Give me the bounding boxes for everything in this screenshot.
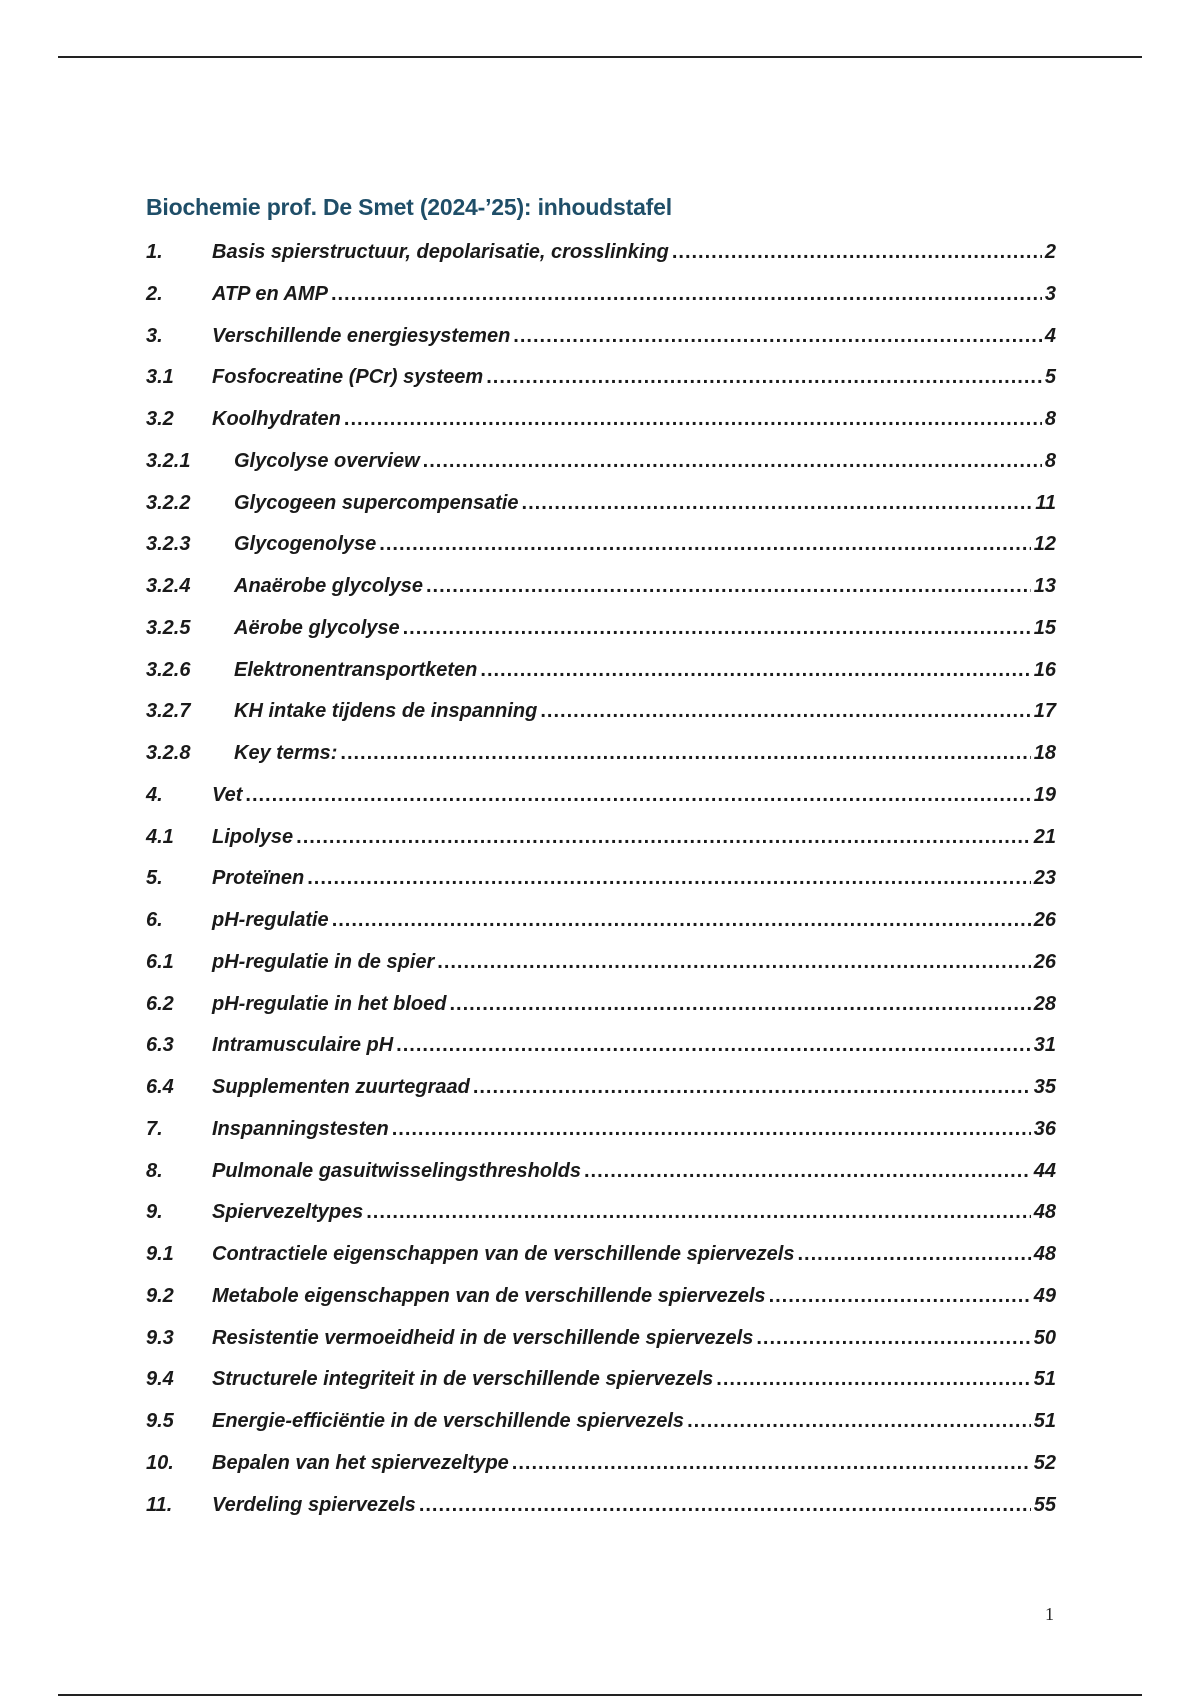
toc-entry-number: 4.: [146, 783, 163, 806]
footer-rule: [58, 1694, 1142, 1696]
toc-entry-title: Glycolyse overview: [234, 449, 420, 472]
toc-entry-number: 9.3: [146, 1326, 174, 1349]
toc-entry-number: 3.2.2: [146, 491, 191, 514]
toc-entry-6-4[interactable]: [146, 1076, 1056, 1118]
toc-entry-title: Contractiele eigenschappen van de verschillende spiervezels: [212, 1243, 795, 1265]
toc-entry-9-3[interactable]: [146, 1327, 1056, 1369]
toc-entry-title: Key terms:: [234, 742, 338, 764]
toc-entry-number: 4.1: [146, 825, 174, 848]
toc-entry-number: 3.: [146, 324, 163, 347]
document-title: Biochemie prof. De Smet (2024-’25): inhoudstafel: [146, 194, 672, 220]
toc-dot-leader: [716, 1368, 1030, 1391]
toc-entry-page: 51: [1033, 1410, 1056, 1432]
toc-dot-leader: [769, 1285, 1031, 1308]
toc-entry-6-3[interactable]: [146, 1034, 1056, 1076]
page-number: 1: [1045, 1604, 1054, 1624]
toc-entry-page: 17: [1033, 700, 1056, 723]
toc-entry-page: 51: [1033, 1368, 1056, 1391]
toc-entry-title: Supplementen zuurtegraad: [212, 1076, 470, 1098]
toc-entry-title: pH-regulatie in de spier: [212, 950, 435, 973]
toc-entry-number: 3.2.3: [146, 533, 191, 556]
toc-entry-page: 21: [1033, 825, 1056, 848]
toc-entry-3-2-4[interactable]: [146, 575, 1056, 617]
toc-entry-page: 15: [1033, 616, 1056, 639]
toc-entry-number: 11.: [146, 1493, 173, 1516]
toc-entry-title: Aërobe glycolyse: [234, 616, 400, 639]
toc-entry-title: Verdeling spiervezels: [212, 1493, 416, 1516]
toc-entry-title: KH intake tijdens de inspanning: [234, 700, 538, 723]
toc-entry-page: 4: [1044, 324, 1056, 347]
toc-dot-leader: [392, 1118, 1031, 1141]
toc-entry-9-5[interactable]: [146, 1410, 1056, 1452]
toc-entry-title: ATP en AMP: [212, 282, 328, 305]
toc-entry-number: 9.: [146, 1201, 163, 1224]
table-of-contents: [146, 241, 1056, 1535]
toc-entry-title: pH-regulatie: [212, 909, 329, 931]
toc-entry-title: Spiervezeltypes: [212, 1201, 364, 1224]
toc-entry-number: 9.4: [146, 1368, 174, 1391]
toc-dot-leader: [486, 366, 1042, 389]
toc-entry-title: Glycogenolyse: [234, 533, 377, 556]
toc-entry-7[interactable]: [146, 1118, 1056, 1160]
toc-entry-number: 6.3: [146, 1034, 174, 1057]
toc-entry-number: 2.: [146, 282, 163, 305]
toc-entry-page: 13: [1033, 575, 1056, 597]
toc-entry-title: Fosfocreatine (PCr) systeem: [212, 366, 484, 389]
toc-entry-title: Basis spierstructuur, depolarisatie, crosslinking: [212, 241, 669, 263]
toc-entry-number: 10.: [146, 1451, 174, 1474]
toc-entry-number: 3.2: [146, 408, 174, 430]
toc-entry-number: 3.2.6: [146, 658, 191, 681]
toc-entry-title: Bepalen van het spiervezeltype: [212, 1451, 509, 1474]
toc-entry-11[interactable]: [146, 1494, 1056, 1536]
toc-entry-3-1[interactable]: [146, 366, 1056, 408]
toc-dot-leader: [366, 1201, 1031, 1224]
toc-entry-page: 49: [1033, 1284, 1056, 1307]
toc-entry-9-4[interactable]: [146, 1368, 1056, 1410]
toc-entry-title: Verschillende energiesystemen: [212, 324, 511, 347]
toc-entry-6-1[interactable]: [146, 951, 1056, 993]
toc-dot-leader: [480, 659, 1030, 682]
toc-entry-title: Resistentie vermoeidheid in de verschillende spiervezels: [212, 1326, 754, 1349]
toc-entry-10[interactable]: [146, 1452, 1056, 1494]
header-rule: [58, 56, 1142, 58]
toc-dot-leader: [540, 700, 1030, 723]
toc-dot-leader: [340, 742, 1030, 765]
toc-entry-3-2-5[interactable]: [146, 617, 1056, 659]
toc-entry-page: 52: [1033, 1451, 1056, 1474]
toc-dot-leader: [296, 826, 1031, 849]
toc-entry-page: 5: [1044, 366, 1056, 389]
toc-entry-9-2[interactable]: [146, 1285, 1056, 1327]
toc-entry-number: 9.2: [146, 1284, 174, 1307]
toc-dot-leader: [449, 993, 1030, 1016]
toc-entry-6-2[interactable]: [146, 993, 1056, 1035]
toc-entry-page: 48: [1033, 1201, 1056, 1224]
toc-entry-9-1[interactable]: [146, 1243, 1056, 1285]
toc-entry-title: Elektronentransportketen: [234, 658, 478, 681]
toc-dot-leader: [672, 241, 1042, 264]
toc-entry-page: 44: [1033, 1159, 1056, 1182]
toc-dot-leader: [426, 575, 1031, 598]
toc-entry-number: 3.2.1: [146, 449, 191, 472]
toc-entry-page: 55: [1033, 1493, 1056, 1516]
toc-entry-title: Proteïnen: [212, 867, 305, 890]
toc-entry-number: 6.1: [146, 950, 174, 973]
toc-dot-leader: [344, 408, 1042, 431]
toc-entry-title: Vet: [212, 783, 243, 806]
toc-entry-title: Anaërobe glycolyse: [234, 575, 423, 597]
toc-entry-4[interactable]: [146, 784, 1056, 826]
toc-entry-page: 12: [1033, 533, 1056, 556]
toc-dot-leader: [512, 1452, 1031, 1475]
toc-entry-number: 1.: [146, 241, 163, 263]
toc-entry-title: Inspanningstesten: [212, 1117, 389, 1140]
toc-entry-page: 3: [1044, 282, 1056, 305]
toc-entry-page: 19: [1033, 783, 1056, 806]
toc-entry-page: 31: [1033, 1034, 1056, 1057]
toc-dot-leader: [423, 450, 1042, 473]
toc-dot-leader: [687, 1410, 1031, 1433]
toc-entry-number: 8.: [146, 1159, 163, 1182]
toc-entry-title: Intramusculaire pH: [212, 1034, 394, 1057]
toc-entry-title: Glycogeen supercompensatie: [234, 491, 519, 514]
toc-dot-leader: [403, 617, 1031, 640]
toc-entry-page: 23: [1033, 867, 1056, 890]
toc-entry-number: 9.1: [146, 1243, 174, 1265]
toc-entry-page: 26: [1033, 950, 1056, 973]
toc-entry-page: 18: [1033, 742, 1056, 764]
toc-entry-page: 8: [1044, 408, 1056, 430]
toc-entry-3-2[interactable]: [146, 408, 1056, 450]
toc-entry-3[interactable]: [146, 325, 1056, 367]
toc-entry-page: 50: [1033, 1326, 1056, 1349]
toc-entry-title: Structurele integriteit in de verschillende spiervezels: [212, 1368, 714, 1391]
toc-entry-page: 35: [1033, 1076, 1056, 1098]
toc-dot-leader: [379, 533, 1030, 556]
toc-entry-page: 16: [1033, 658, 1056, 681]
toc-entry-title: Koolhydraten: [212, 408, 341, 430]
toc-dot-leader: [245, 784, 1030, 807]
toc-entry-5[interactable]: [146, 867, 1056, 909]
toc-entry-3-2-6[interactable]: [146, 659, 1056, 701]
toc-entry-number: 5.: [146, 867, 163, 890]
toc-dot-leader: [396, 1034, 1031, 1057]
toc-entry-title: Pulmonale gasuitwisselingsthresholds: [212, 1159, 581, 1182]
toc-entry-3-2-7[interactable]: [146, 700, 1056, 742]
toc-entry-number: 3.2.4: [146, 575, 191, 597]
toc-entry-number: 3.1: [146, 366, 174, 389]
toc-entry-number: 6.4: [146, 1076, 174, 1098]
toc-dot-leader: [513, 325, 1042, 348]
toc-entry-number: 3.2.5: [146, 616, 191, 639]
toc-dot-leader: [332, 909, 1031, 932]
toc-entry-title: Energie-efficiëntie in de verschillende spiervezels: [212, 1410, 685, 1432]
toc-entry-number: 6.2: [146, 992, 174, 1015]
toc-dot-leader: [756, 1327, 1030, 1350]
toc-dot-leader: [522, 492, 1033, 515]
toc-entry-number: 3.2.8: [146, 742, 191, 764]
toc-entry-title: pH-regulatie in het bloed: [212, 992, 447, 1015]
toc-entry-page: 8: [1044, 449, 1056, 472]
toc-entry-9[interactable]: [146, 1201, 1056, 1243]
toc-entry-8[interactable]: [146, 1160, 1056, 1202]
toc-dot-leader: [473, 1076, 1031, 1099]
toc-entry-3-2-3[interactable]: [146, 533, 1056, 575]
toc-entry-3-2-2[interactable]: [146, 492, 1056, 534]
toc-entry-page: 48: [1033, 1243, 1056, 1265]
toc-entry-number: 6.: [146, 909, 163, 931]
toc-entry-2[interactable]: [146, 283, 1056, 325]
toc-entry-3-2-8[interactable]: [146, 742, 1056, 784]
toc-entry-6[interactable]: [146, 909, 1056, 951]
toc-dot-leader: [331, 283, 1042, 306]
toc-dot-leader: [584, 1160, 1031, 1183]
toc-dot-leader: [437, 951, 1030, 974]
toc-dot-leader: [797, 1243, 1030, 1266]
toc-entry-4-1[interactable]: [146, 826, 1056, 868]
toc-entry-page: 26: [1033, 909, 1056, 931]
toc-entry-page: 11: [1035, 491, 1056, 514]
toc-entry-number: 9.5: [146, 1410, 174, 1432]
toc-entry-1[interactable]: [146, 241, 1056, 283]
toc-entry-title: Metabole eigenschappen van de verschillende spiervezels: [212, 1284, 766, 1307]
toc-entry-title: Lipolyse: [212, 825, 294, 848]
toc-entry-3-2-1[interactable]: [146, 450, 1056, 492]
toc-entry-number: 3.2.7: [146, 700, 191, 723]
toc-entry-page: 36: [1033, 1117, 1056, 1140]
toc-dot-leader: [307, 867, 1031, 890]
toc-dot-leader: [419, 1494, 1031, 1517]
toc-entry-page: 28: [1033, 992, 1056, 1015]
toc-entry-number: 7.: [146, 1117, 163, 1140]
toc-entry-page: 2: [1044, 241, 1056, 263]
